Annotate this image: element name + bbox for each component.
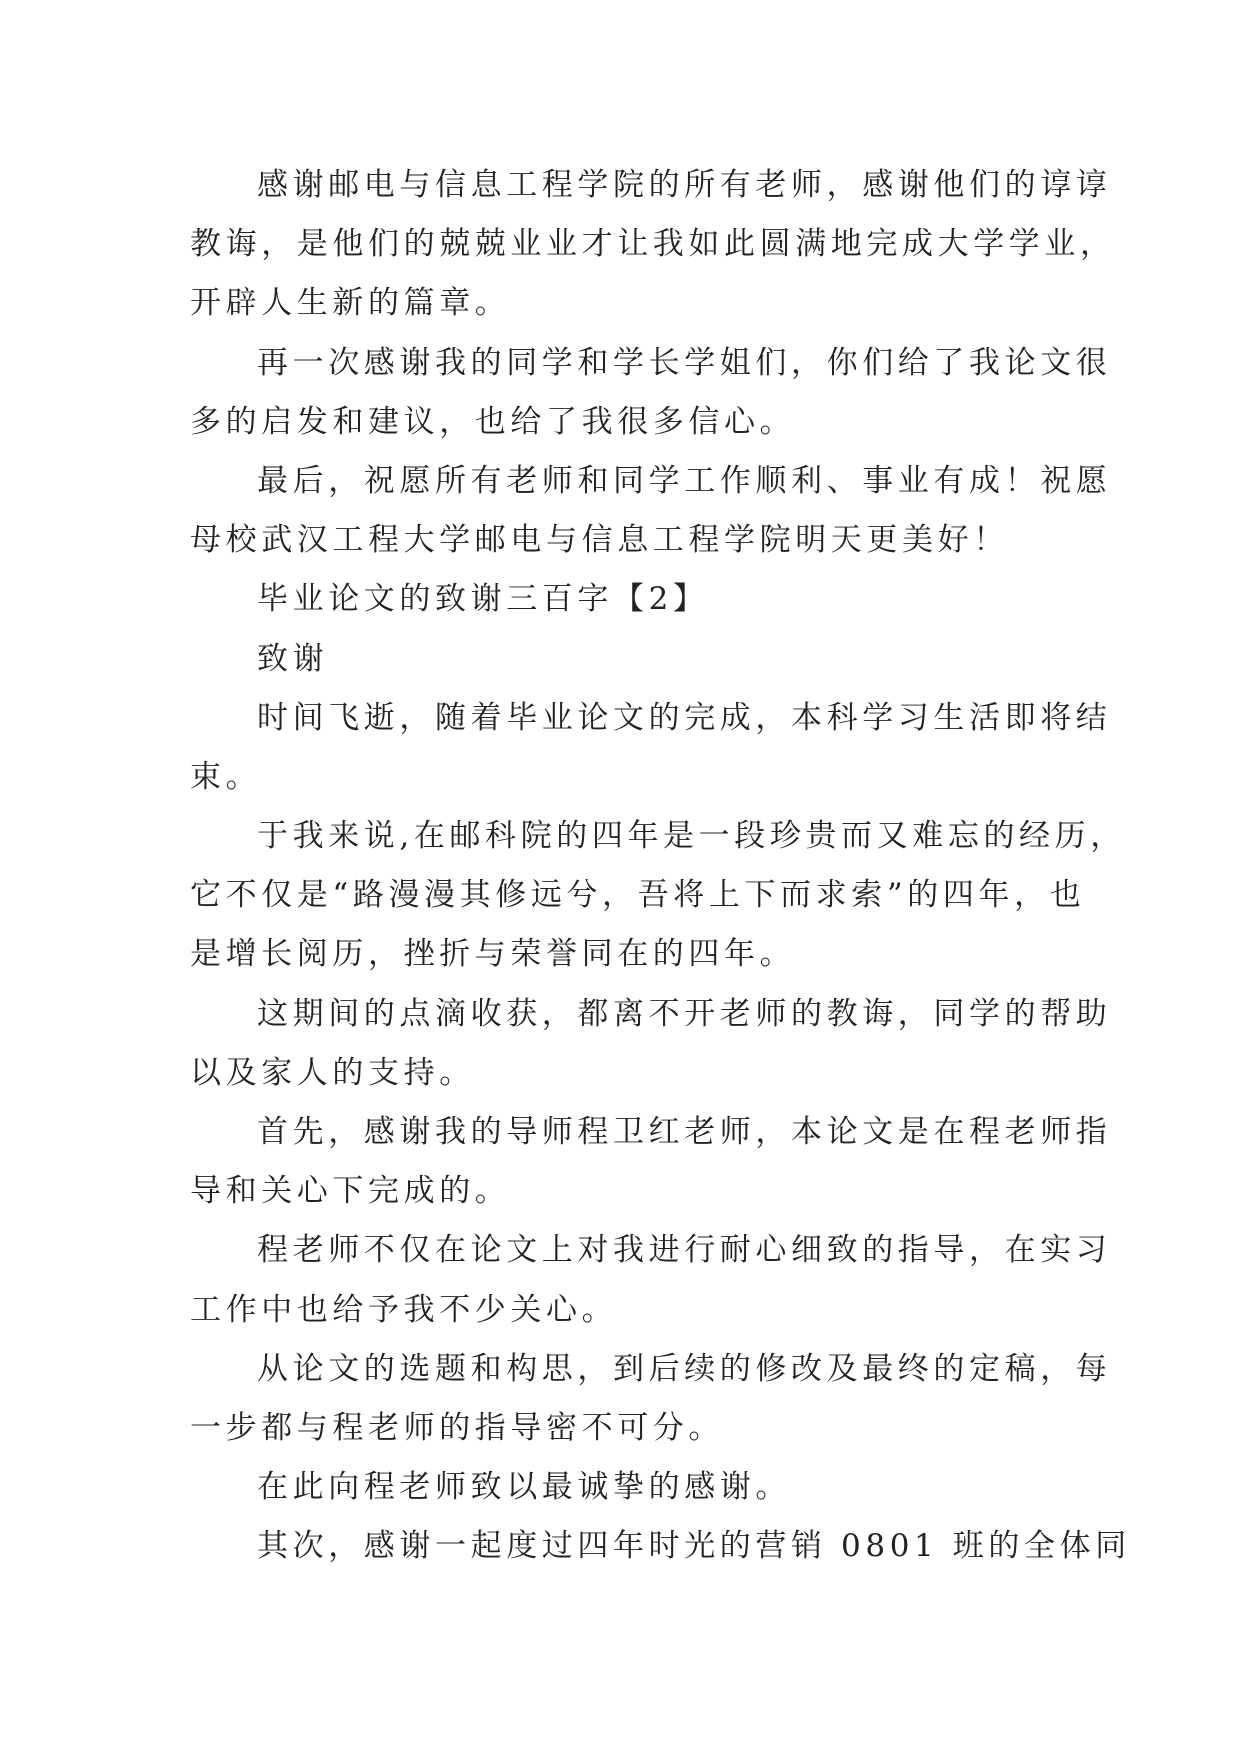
text-line: 其次，感谢一起度过四年时光的营销 0801 班的全体同 <box>257 1528 1131 1565</box>
text-line: 是增长阅历，挫折与荣誉同在的四年。 <box>190 936 796 973</box>
text-line: 工作中也给予我不少关心。 <box>190 1291 618 1328</box>
section-title: 毕业论文的致谢三百字【2】 <box>257 581 709 618</box>
text-line: 于我来说,在邮科院的四年是一段珍贵而又难忘的经历， <box>257 818 1126 855</box>
text-line: 从论文的选题和构思，到后续的修改及最终的定稿，每 <box>257 1350 1112 1387</box>
text-line: 时间飞逝，随着毕业论文的完成，本科学习生活即将结 <box>257 699 1112 736</box>
text-line: 首先，感谢我的导师程卫红老师，本论文是在程老师指 <box>257 1114 1112 1150</box>
text-line: 最后，祝愿所有老师和同学工作顺利、事业有成！祝愿 <box>257 462 1112 499</box>
text-line: 束。 <box>190 758 262 795</box>
text-line: 多的启发和建议，也给了我很多信心。 <box>190 403 796 440</box>
text-line: 教诲，是他们的兢兢业业才让我如此圆满地完成大学学业， <box>190 226 1116 263</box>
document-body <box>190 156 1131 1577</box>
text-line: 在此向程老师致以最诚挚的感谢。 <box>257 1469 791 1506</box>
text-line: 感谢邮电与信息工程学院的所有老师，感谢他们的谆谆 <box>257 167 1112 203</box>
text-line: 它不仅是“路漫漫其修远兮，吾将上下而求索”的四年，也 <box>190 877 1086 914</box>
text-line: 以及家人的支持。 <box>190 1054 475 1091</box>
text-line: 再一次感谢我的同学和学长学姐们，你们给了我论文很 <box>257 344 1112 381</box>
text-line: 开辟人生新的篇章。 <box>190 285 511 322</box>
text-line: 一步都与程老师的指导密不可分。 <box>190 1409 724 1446</box>
text-line: 导和关心下完成的。 <box>190 1173 511 1210</box>
text-line: 这期间的点滴收获，都离不开老师的教诲，同学的帮助 <box>257 995 1112 1032</box>
text-line: 程老师不仅在论文上对我进行耐心细致的指导，在实习 <box>257 1232 1112 1269</box>
section-subtitle: 致谢 <box>257 640 329 677</box>
text-line: 母校武汉工程大学邮电与信息工程学院明天更美好！ <box>190 522 1009 559</box>
